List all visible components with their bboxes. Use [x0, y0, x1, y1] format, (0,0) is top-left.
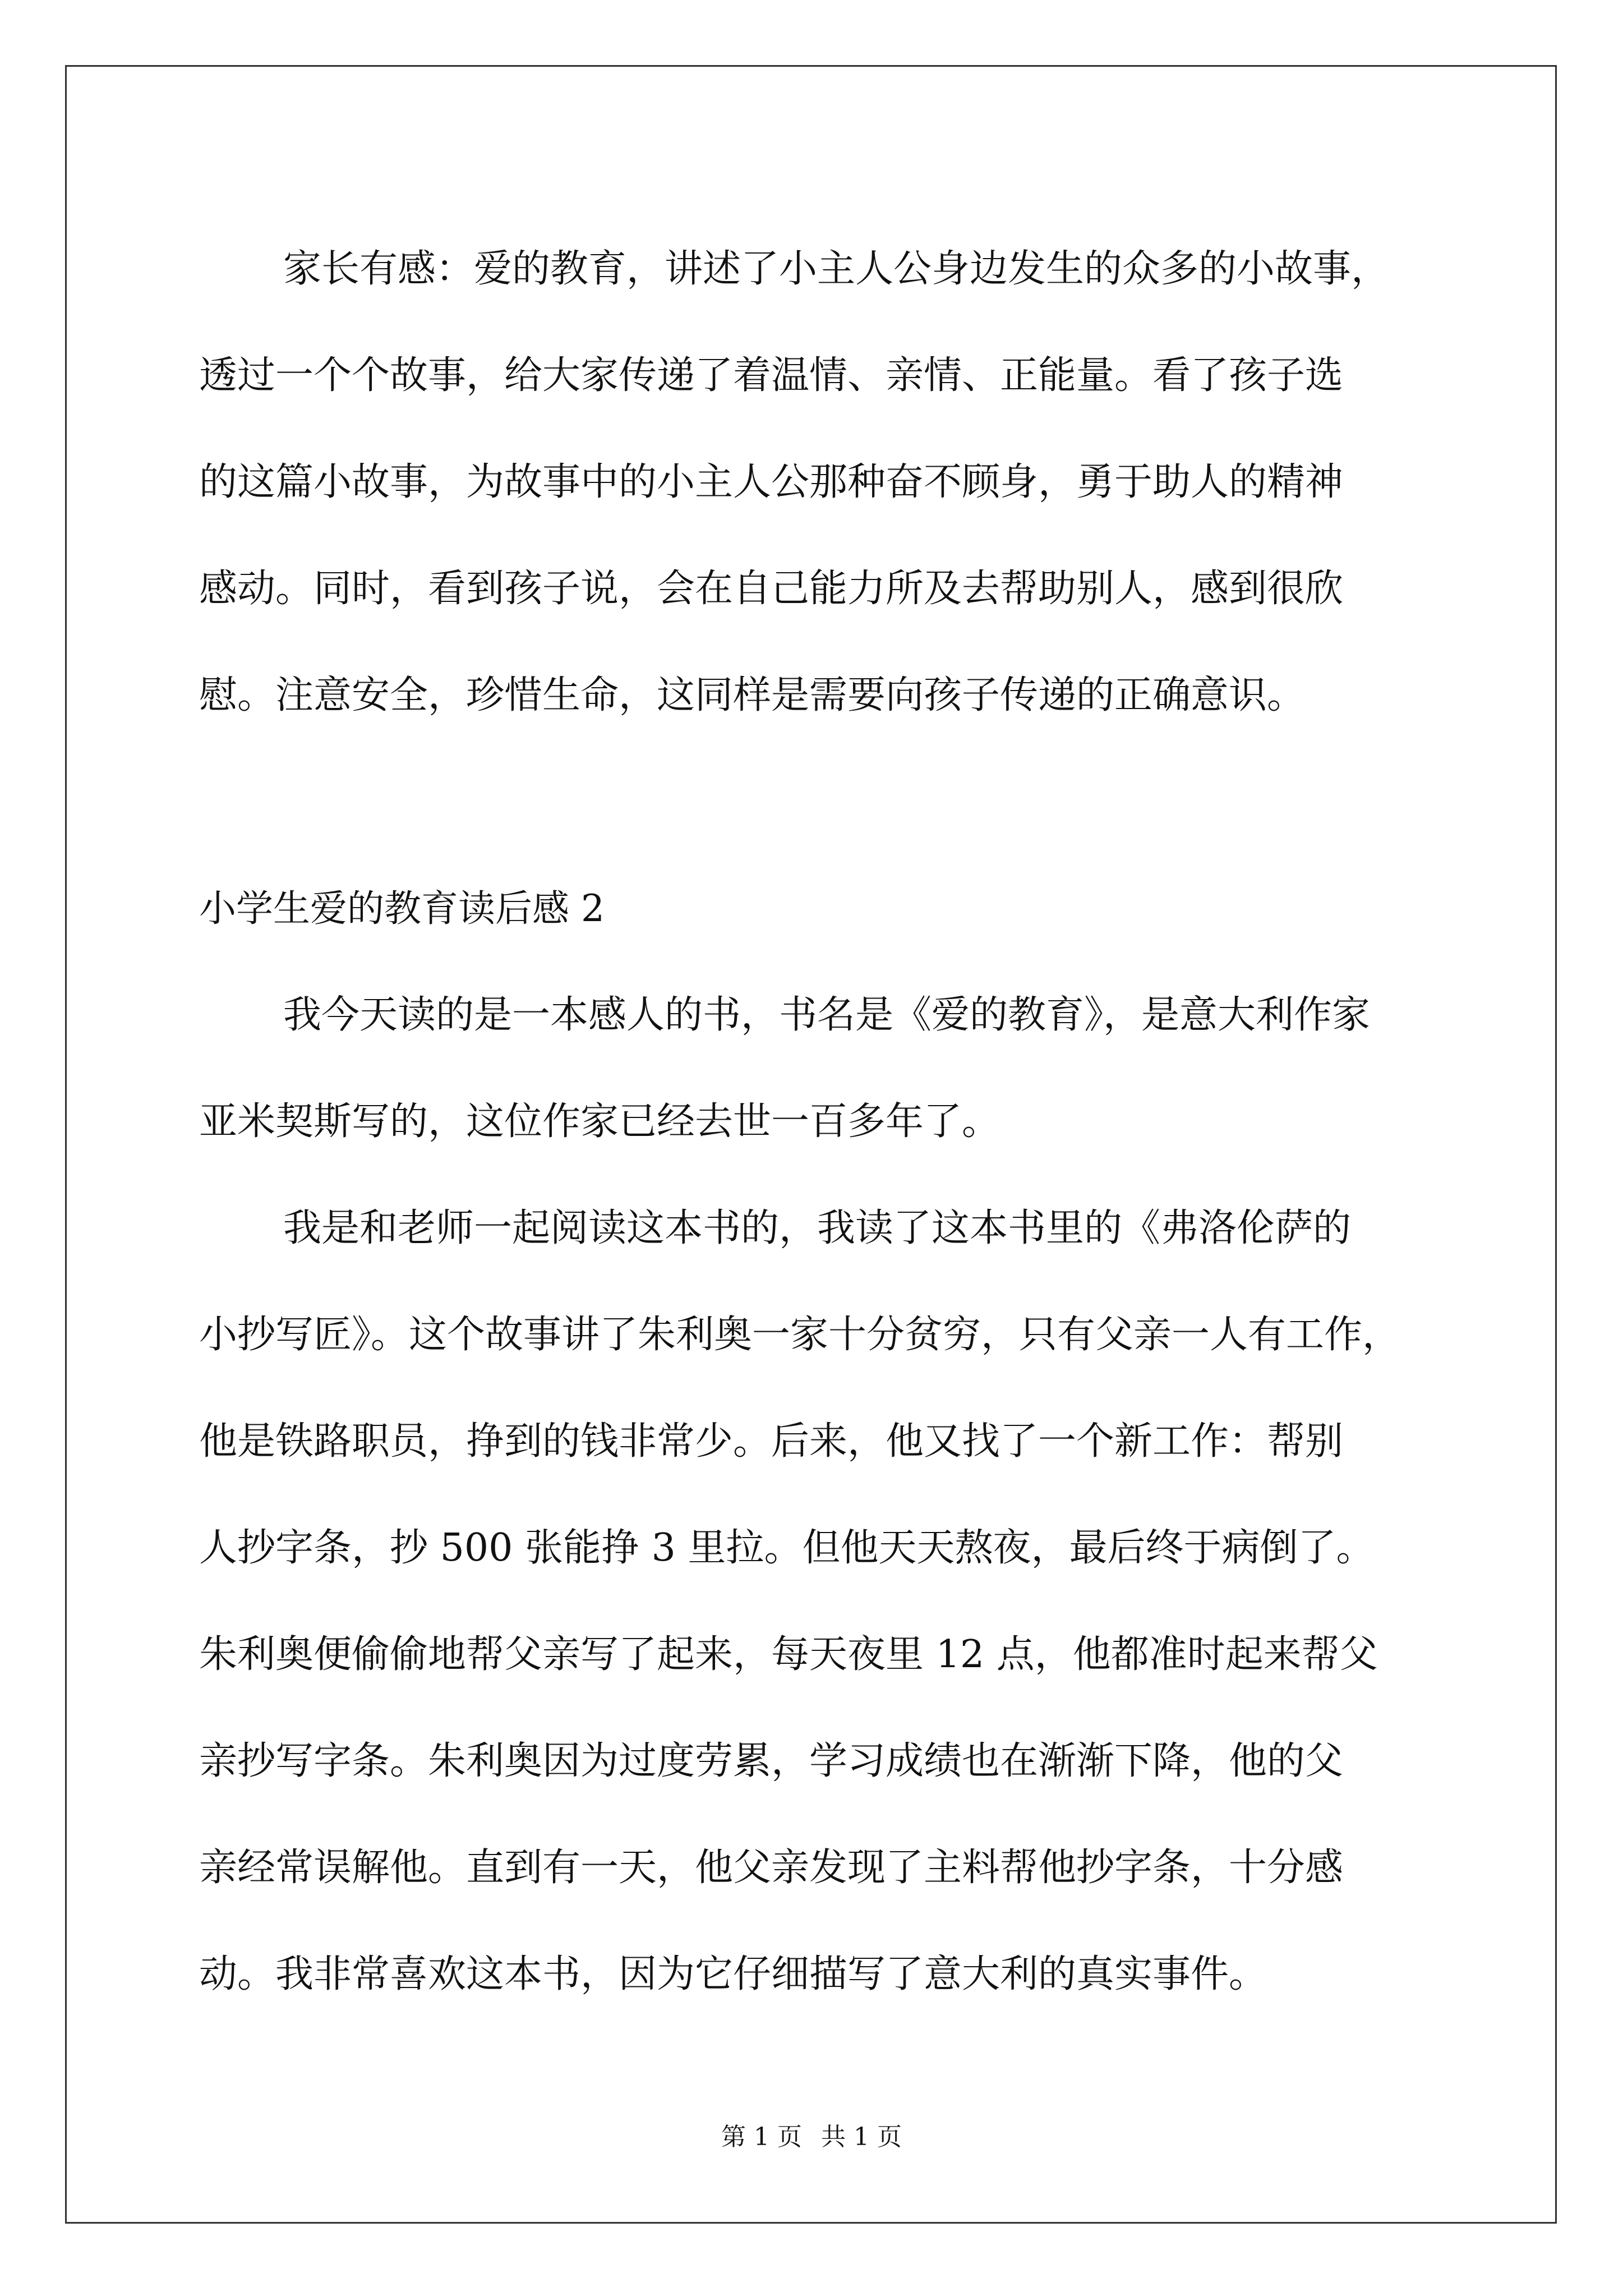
page-number-total: 共 1 页	[821, 2123, 902, 2151]
paragraph-book-intro	[199, 962, 1436, 1175]
paragraph-story	[199, 1175, 1436, 2028]
page-number-current: 第 1 页	[721, 2123, 802, 2151]
page-footer	[0, 2120, 1623, 2154]
text-line: 亲抄写字条。朱利奥因为过度劳累，学习成绩也在渐渐下降，他的父	[199, 1739, 1344, 1783]
text-line: 透过一个个故事，给大家传递了着温情、亲情、正能量。看了孩子选	[199, 353, 1344, 398]
text-line: 他是铁路职员，挣到的钱非常少。后来，他又找了一个新工作：帮别	[199, 1419, 1344, 1464]
paragraph-parent-reflection	[199, 216, 1436, 749]
text-line: 的这篇小故事，为故事中的小主人公那种奋不顾身，勇于助人的精神	[199, 460, 1344, 504]
text-line: 亚米契斯写的，这位作家已经去世一百多年了。	[199, 1099, 1000, 1144]
spacer	[199, 749, 1436, 855]
text-line: 动。我非常喜欢这本书，因为它仔细描写了意大利的真实事件。	[199, 1952, 1267, 1996]
text-line: 慰。注意安全，珍惜生命，这同样是需要向孩子传递的正确意识。	[199, 673, 1306, 717]
text-line: 朱利奥便偷偷地帮父亲写了起来，每天夜里 12 点，他都准时起来帮父	[199, 1632, 1378, 1677]
text-line: 小抄写匠》。这个故事讲了朱利奥一家十分贫穷，只有父亲一人有工作，	[199, 1313, 1401, 1357]
text-line: 家长有感：爱的教育，讲述了小主人公身边发生的众多的小故事，	[283, 247, 1390, 291]
text-line: 我是和老师一起阅读这本书的，我读了这本书里的《弗洛伦萨的	[283, 1206, 1352, 1250]
section-heading: 小学生爱的教育读后感 2	[199, 887, 605, 930]
text-line: 亲经常误解他。直到有一天，他父亲发现了主料帮他抄字条，十分感	[199, 1846, 1344, 1890]
text-line: 感动。同时，看到孩子说，会在自己能力所及去帮助别人，感到很欣	[199, 567, 1344, 611]
text-line: 我今天读的是一本感人的书，书名是《爱的教育》，是意大利作家	[283, 993, 1371, 1037]
text-line: 人抄字条，抄 500 张能挣 3 里拉。但他天天熬夜，最后终于病倒了。	[199, 1526, 1375, 1570]
document-body	[199, 216, 1436, 2028]
